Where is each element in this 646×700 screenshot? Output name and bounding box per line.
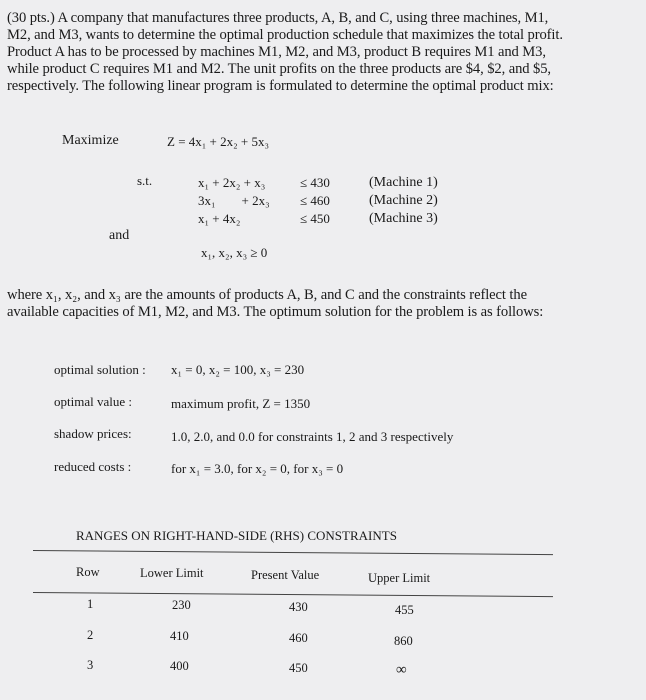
intro-line: where x₁, x₂, and x₃ are the amounts of products A, B, and C and the constraints reflect the [7,287,527,303]
optimal-solution-label: optimal solution : [54,362,146,377]
table-header-rule [33,592,553,597]
cell-row: 1 [87,597,94,611]
problem-line: M2, and M3, wants to determine the optimal production schedule that maximizes the total profit. [7,27,563,43]
shadow-prices-label: shadow prices: [54,426,132,441]
cell-present: 450 [289,661,308,675]
cell-row: 3 [87,658,94,672]
optimal-solution-value: x₁ = 0, x₂ = 100, x₃ = 230 [171,362,305,377]
problem-line: (30 pts.) A company that manufactures three products, A, B, and C, using three machines, M1, [7,10,549,26]
constraint-lhs: x₁ + 4x₂ [198,211,241,226]
table-header-upper: Upper Limit [368,571,431,585]
problem-line: respectively. The following linear program is formulated to determine the optimal product mix: [7,78,554,94]
constraint-rhs: ≤ 430 [300,175,330,190]
problem-line: Product A has to be processed by machines M1, M2, and M3, product B requires M1 and M3, [7,44,546,60]
table-header-lower: Lower Limit [140,566,204,580]
cell-lower: 410 [170,629,189,643]
constraint-rhs: ≤ 450 [300,211,330,226]
cell-lower: 230 [172,598,191,612]
cell-upper: 455 [395,603,414,617]
cell-present: 430 [289,600,308,614]
maximize-label: Maximize [62,133,119,148]
constraint-lhs: x₁ + 2x₂ + x₃ [198,175,266,190]
table-header-row: Row [76,565,100,579]
reduced-costs-label: reduced costs : [54,459,132,474]
shadow-prices-value: 1.0, 2.0, and 0.0 for constraints 1, 2 and 3 respectively [171,429,454,444]
constraint-machine: (Machine 2) [369,193,438,208]
constraint-lhs: 3x₁ + 2x₃ [198,193,270,208]
intro-line: available capacities of M1, M2, and M3. The optimum solution for the problem is as follows: [7,304,544,320]
table-top-rule [33,550,553,555]
and-label: and [109,228,130,243]
cell-upper: ∞ [396,662,407,678]
optimal-value-label: optimal value : [54,394,132,409]
optimal-value-value: maximum profit, Z = 1350 [171,396,311,411]
cell-row: 2 [87,628,94,642]
constraint-rhs: ≤ 460 [300,193,330,208]
ranges-title: RANGES ON RIGHT-HAND-SIDE (RHS) CONSTRAINTS [76,528,397,543]
table-header-present: Present Value [251,568,320,582]
cell-present: 460 [289,631,308,645]
constraint-machine: (Machine 3) [369,211,438,226]
objective-function: Z = 4x₁ + 2x₂ + 5x₃ [167,134,270,149]
nonnegativity-constraint: x₁, x₂, x₃ ≥ 0 [201,245,268,260]
reduced-costs-value: for x₁ = 3.0, for x₂ = 0, for x₃ = 0 [171,461,344,476]
cell-lower: 400 [170,659,189,673]
st-label: s.t. [137,173,153,188]
cell-upper: 860 [394,634,413,648]
problem-line: while product C requires M1 and M2. The unit profits on the three products are $4, $2, and $5, [7,61,551,77]
constraint-machine: (Machine 1) [369,175,438,190]
